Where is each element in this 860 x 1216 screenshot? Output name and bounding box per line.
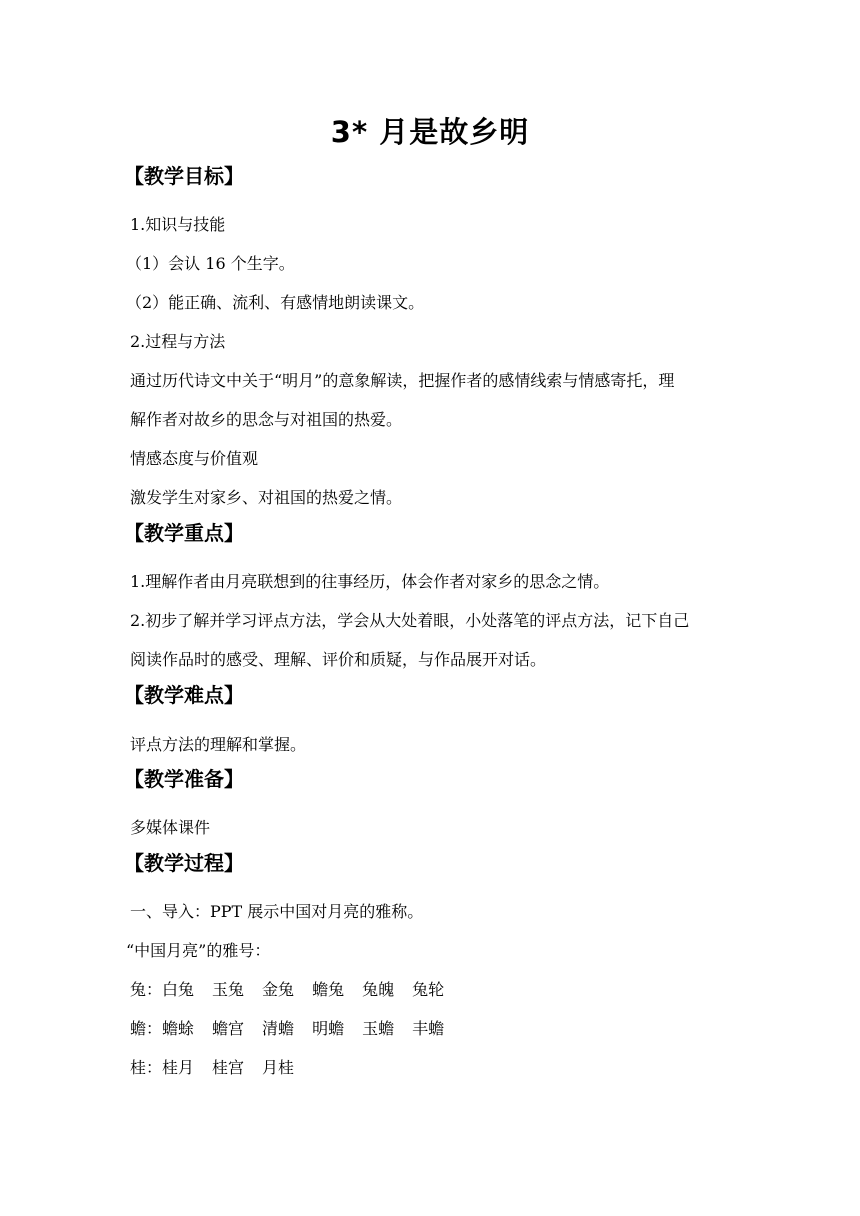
moon-term: 白兔 bbox=[162, 980, 195, 999]
moon-names-row-rabbit bbox=[130, 977, 462, 1000]
difficulties-line: 评点方法的理解和掌握。 bbox=[130, 735, 307, 754]
objectives-line: 激发学生对家乡、对祖国的热爱之情。 bbox=[130, 488, 403, 507]
preparation-line: 多媒体课件 bbox=[130, 818, 211, 837]
moon-term: 月桂 bbox=[262, 1058, 295, 1077]
objectives-line: （2）能正确、流利、有感情地朗读课文。 bbox=[126, 293, 425, 312]
key-points-line: 1.理解作者由月亮联想到的往事经历，体会作者对家乡的思念之情。 bbox=[130, 572, 610, 591]
moon-term: 蟾宫 bbox=[212, 1019, 245, 1038]
moon-names-row-osmanthus bbox=[130, 1055, 312, 1078]
objectives-line: 2.过程与方法 bbox=[130, 332, 226, 351]
moon-term: 兔轮 bbox=[412, 980, 445, 999]
heading-key-points: 【教学重点】 bbox=[124, 521, 244, 545]
heading-preparation: 【教学准备】 bbox=[124, 767, 244, 791]
objectives-line: 1.知识与技能 bbox=[130, 215, 226, 234]
moon-names-row-toad bbox=[130, 1016, 462, 1039]
moon-row-label: 蟾： bbox=[130, 1019, 163, 1038]
key-points-line: 阅读作品时的感受、理解、评价和质疑，与作品展开对话。 bbox=[130, 650, 547, 669]
moon-term: 玉兔 bbox=[212, 980, 245, 999]
heading-difficulties: 【教学难点】 bbox=[124, 683, 244, 707]
moon-term: 玉蟾 bbox=[362, 1019, 395, 1038]
page-title: 3* 月是故乡明 bbox=[330, 115, 530, 149]
objectives-line: 通过历代诗文中关于“明月”的意象解读，把握作者的感情线索与情感寄托，理 bbox=[130, 371, 675, 390]
objectives-line: 解作者对故乡的思念与对祖国的热爱。 bbox=[130, 410, 403, 429]
moon-term: 桂月 bbox=[162, 1058, 195, 1077]
objectives-line: 情感态度与价值观 bbox=[130, 449, 259, 468]
moon-term: 清蟾 bbox=[262, 1019, 295, 1038]
moon-term: 丰蟾 bbox=[412, 1019, 445, 1038]
moon-row-label: 兔： bbox=[130, 980, 163, 999]
process-line: “中国月亮”的雅号： bbox=[126, 941, 271, 960]
objectives-line: （1）会认 16 个生字。 bbox=[126, 254, 295, 273]
key-points-line: 2.初步了解并学习评点方法，学会从大处着眼，小处落笔的评点方法，记下自己 bbox=[130, 611, 690, 630]
moon-term: 蟾兔 bbox=[312, 980, 345, 999]
moon-row-label: 桂： bbox=[130, 1058, 163, 1077]
heading-process: 【教学过程】 bbox=[124, 851, 244, 875]
heading-objectives: 【教学目标】 bbox=[124, 164, 244, 188]
moon-term: 金兔 bbox=[262, 980, 295, 999]
moon-term: 桂宫 bbox=[212, 1058, 245, 1077]
moon-term: 明蟾 bbox=[312, 1019, 345, 1038]
moon-term: 蟾蜍 bbox=[162, 1019, 195, 1038]
moon-term: 兔魄 bbox=[362, 980, 395, 999]
process-line: 一、导入：PPT 展示中国对月亮的雅称。 bbox=[130, 902, 424, 921]
